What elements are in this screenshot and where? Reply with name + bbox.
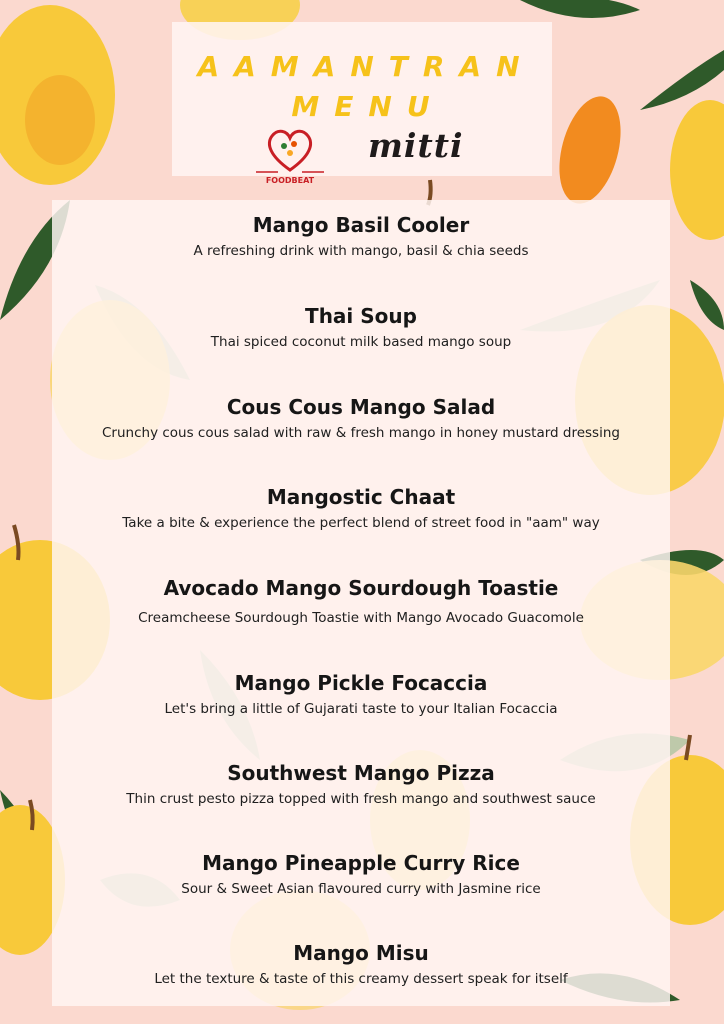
dish-name: Thai Soup (305, 304, 417, 328)
dish-description: Let's bring a little of Gujarati taste to your Italian Focaccia (164, 701, 558, 717)
menu-item (52, 212, 670, 260)
dish-name: Mangostic Chaat (266, 485, 456, 509)
menu-item (52, 394, 670, 442)
menu-item (52, 850, 670, 898)
menu-title-line2: MENU (291, 90, 445, 123)
foodbeat-logo (250, 122, 330, 188)
menu-item (52, 670, 670, 718)
dish-description: Thin crust pesto pizza topped with fresh mango and southwest sauce (126, 791, 596, 807)
dish-name: Southwest Mango Pizza (227, 761, 495, 785)
menu-item (52, 484, 670, 532)
dish-description: A refreshing drink with mango, basil & chia seeds (193, 243, 529, 259)
dish-description: Let the texture & taste of this creamy dessert speak for itself (154, 971, 568, 987)
dish-name: Mango Pickle Focaccia (234, 671, 488, 695)
dish-description: Sour & Sweet Asian flavoured curry with Jasmine rice (181, 881, 541, 897)
menu-card (52, 200, 670, 1006)
menu-item (52, 575, 670, 627)
header-card (172, 22, 552, 185)
dish-name: Mango Basil Cooler (252, 213, 470, 237)
menu-item (52, 303, 670, 351)
menu-title-line1: AAMANTRAN (197, 50, 535, 83)
dish-description: Thai spiced coconut milk based mango soup (210, 334, 512, 350)
dish-description: Take a bite & experience the perfect blend of street food in "aam" way (122, 515, 600, 531)
dish-name: Mango Pineapple Curry Rice (202, 851, 520, 875)
dish-description: Creamcheese Sourdough Toastie with Mango Avocado Guacomole (138, 610, 584, 626)
menu-item (52, 760, 670, 808)
heart-icon (250, 122, 330, 178)
dish-name: Mango Misu (293, 941, 429, 965)
dish-name: Avocado Mango Sourdough Toastie (163, 576, 559, 600)
dish-name: Cous Cous Mango Salad (226, 395, 496, 419)
dish-description: Crunchy cous cous salad with raw & fresh mango in honey mustard dressing (102, 425, 620, 441)
menu-item (52, 940, 670, 988)
mitti-logo: mitti (368, 126, 464, 165)
foodbeat-logo-text: FOODBEAT (265, 176, 315, 185)
